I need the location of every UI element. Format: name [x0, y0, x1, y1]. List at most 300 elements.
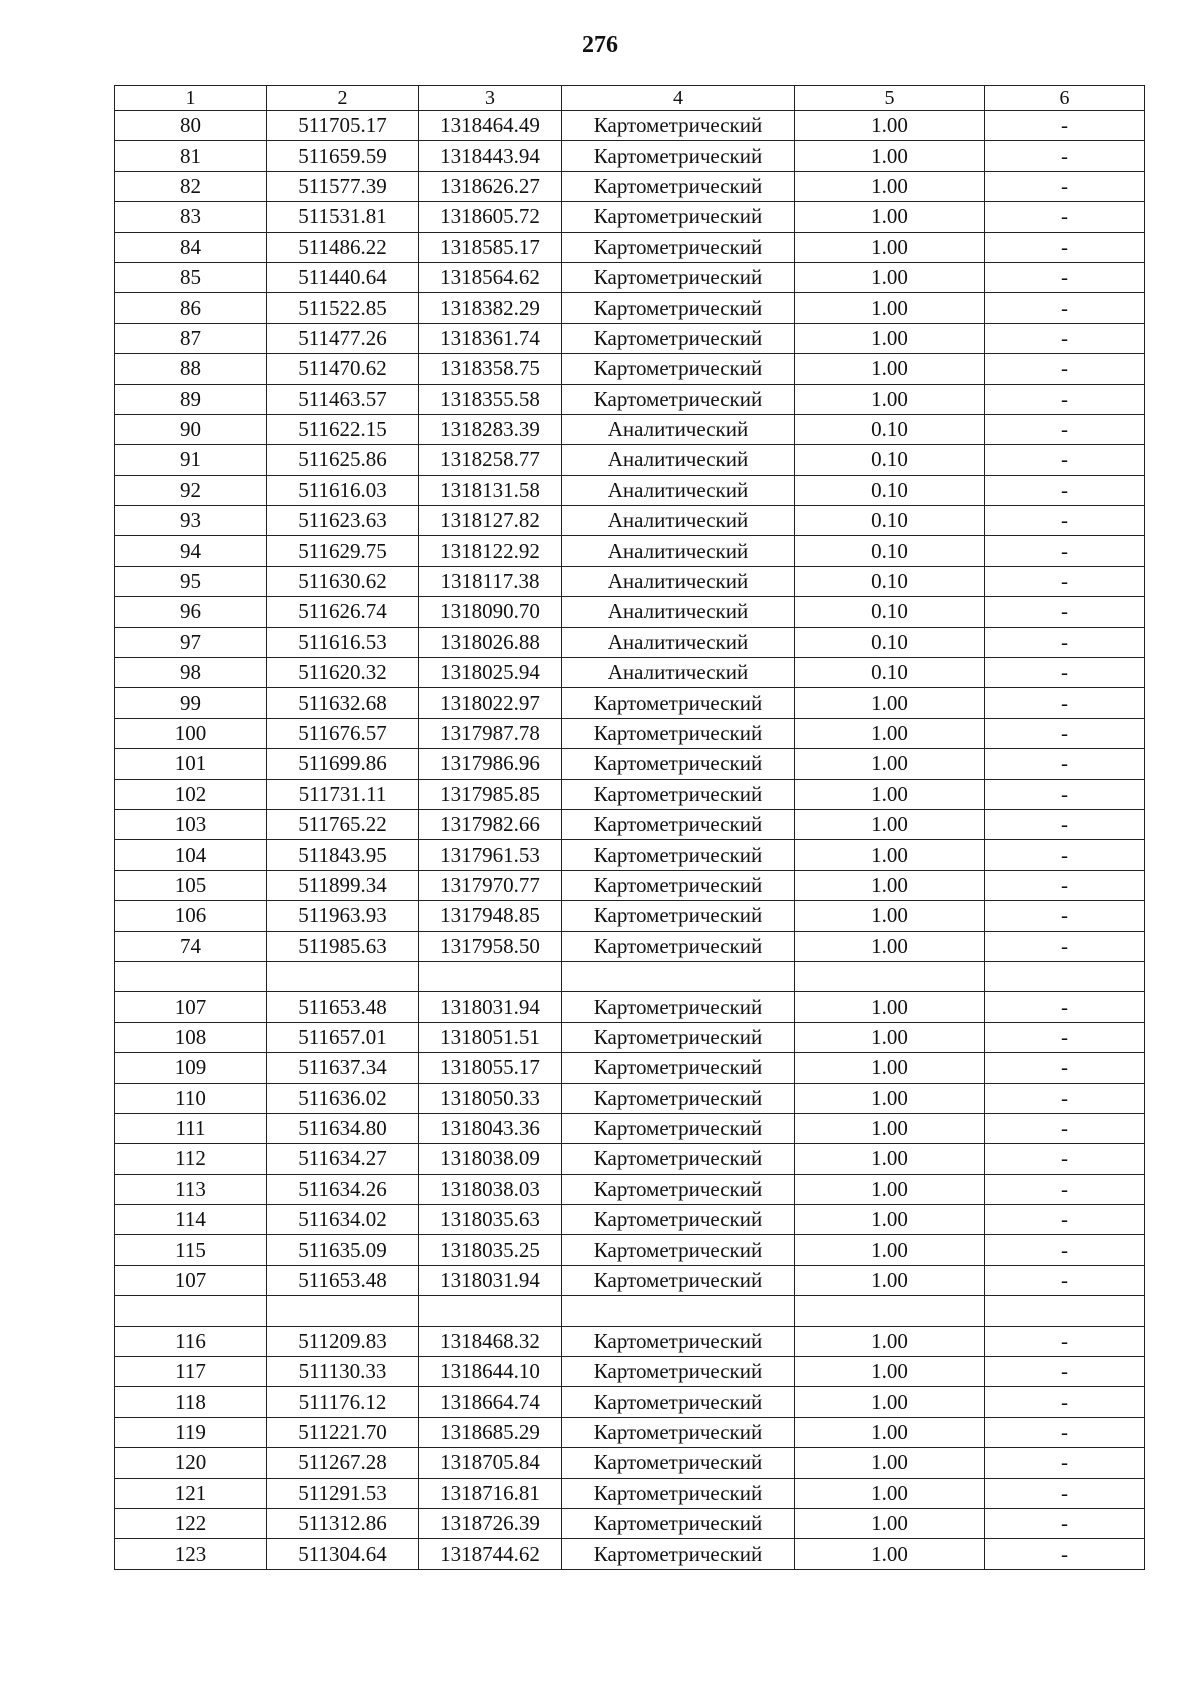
table-cell — [795, 1296, 985, 1326]
table-cell: Картометрический — [562, 1387, 795, 1417]
table-cell: 511636.02 — [267, 1083, 419, 1113]
table-cell: - — [985, 1357, 1145, 1387]
table-cell: - — [985, 414, 1145, 444]
table-cell: Картометрический — [562, 1326, 795, 1356]
table-cell: 511209.83 — [267, 1326, 419, 1356]
table-cell: Картометрический — [562, 1083, 795, 1113]
table-cell: 93 — [115, 506, 267, 536]
table-cell: 1318361.74 — [419, 323, 562, 353]
table-cell: 511130.33 — [267, 1357, 419, 1387]
table-row — [115, 1265, 1145, 1295]
table-cell: 1318443.94 — [419, 141, 562, 171]
table-cell: 1.00 — [795, 1539, 985, 1569]
table-cell: 511657.01 — [267, 1022, 419, 1052]
table-cell: Картометрический — [562, 688, 795, 718]
table-cell: 94 — [115, 536, 267, 566]
table-row — [115, 111, 1145, 141]
table-cell: - — [985, 597, 1145, 627]
table-cell: 511463.57 — [267, 384, 419, 414]
table-cell: 122 — [115, 1508, 267, 1538]
table-cell: Аналитический — [562, 445, 795, 475]
table-body — [115, 111, 1145, 1570]
table-cell: 1.00 — [795, 1144, 985, 1174]
table-row — [115, 445, 1145, 475]
table-cell: 85 — [115, 262, 267, 292]
table-cell: 511267.28 — [267, 1448, 419, 1478]
table-row — [115, 992, 1145, 1022]
table-cell: Картометрический — [562, 1053, 795, 1083]
table-cell: - — [985, 506, 1145, 536]
table-cell: - — [985, 1053, 1145, 1083]
table-cell: 104 — [115, 840, 267, 870]
table-cell: Картометрический — [562, 354, 795, 384]
table-cell: 1318022.97 — [419, 688, 562, 718]
table-cell: Картометрический — [562, 202, 795, 232]
table-cell: 1317961.53 — [419, 840, 562, 870]
table-cell: 1.00 — [795, 354, 985, 384]
table-cell — [267, 1296, 419, 1326]
table-cell: 511623.63 — [267, 506, 419, 536]
table-row — [115, 627, 1145, 657]
table-cell: 82 — [115, 171, 267, 201]
table-row — [115, 1539, 1145, 1569]
table-cell: 1318038.09 — [419, 1144, 562, 1174]
table-cell: 91 — [115, 445, 267, 475]
table-row — [115, 1144, 1145, 1174]
table-cell: - — [985, 1478, 1145, 1508]
table-cell: 1318127.82 — [419, 506, 562, 536]
table-cell: Аналитический — [562, 536, 795, 566]
table-cell: 123 — [115, 1539, 267, 1569]
table-cell: 1318744.62 — [419, 1539, 562, 1569]
table-cell: 1.00 — [795, 840, 985, 870]
table-cell: Картометрический — [562, 111, 795, 141]
table-cell: 511659.59 — [267, 141, 419, 171]
table-cell: - — [985, 658, 1145, 688]
table-row — [115, 1113, 1145, 1143]
table-cell: 1.00 — [795, 1205, 985, 1235]
table-cell: 1.00 — [795, 1508, 985, 1538]
table-cell: 1.00 — [795, 111, 985, 141]
table-cell: 1.00 — [795, 202, 985, 232]
table-cell: Картометрический — [562, 931, 795, 961]
table-cell: Картометрический — [562, 1448, 795, 1478]
table-cell: 1318382.29 — [419, 293, 562, 323]
table-cell: 1.00 — [795, 1387, 985, 1417]
table-row — [115, 414, 1145, 444]
table-cell: 103 — [115, 809, 267, 839]
table-cell — [985, 961, 1145, 991]
table-cell: Картометрический — [562, 992, 795, 1022]
table-cell: 511221.70 — [267, 1417, 419, 1447]
table-cell: 1318025.94 — [419, 658, 562, 688]
table-cell: - — [985, 232, 1145, 262]
coordinates-table — [114, 85, 1145, 1570]
table-cell: 511985.63 — [267, 931, 419, 961]
table-row — [115, 536, 1145, 566]
table-cell: 511577.39 — [267, 171, 419, 201]
table-cell: 511963.93 — [267, 901, 419, 931]
table-cell: 1.00 — [795, 1083, 985, 1113]
table-cell: Аналитический — [562, 414, 795, 444]
table-cell: 0.10 — [795, 445, 985, 475]
table-cell — [419, 961, 562, 991]
table-cell: 1.00 — [795, 232, 985, 262]
table-cell: 0.10 — [795, 506, 985, 536]
table-cell: 1.00 — [795, 1417, 985, 1447]
table-cell: 112 — [115, 1144, 267, 1174]
table-row — [115, 232, 1145, 262]
table-cell: 511634.02 — [267, 1205, 419, 1235]
table-cell: 1318035.25 — [419, 1235, 562, 1265]
table-cell: - — [985, 536, 1145, 566]
table-cell: 1318716.81 — [419, 1478, 562, 1508]
table-cell: 511634.26 — [267, 1174, 419, 1204]
table-row — [115, 1448, 1145, 1478]
table-cell: Картометрический — [562, 1144, 795, 1174]
table-cell: - — [985, 1022, 1145, 1052]
table-cell: 511632.68 — [267, 688, 419, 718]
table-cell: Картометрический — [562, 1113, 795, 1143]
table-cell: - — [985, 475, 1145, 505]
table-row — [115, 1174, 1145, 1204]
column-header: 3 — [419, 86, 562, 111]
table-cell: 105 — [115, 870, 267, 900]
table-cell: 1.00 — [795, 809, 985, 839]
table-cell: 0.10 — [795, 627, 985, 657]
table-cell: - — [985, 992, 1145, 1022]
table-cell: 511629.75 — [267, 536, 419, 566]
table-cell: 1.00 — [795, 749, 985, 779]
table-cell: 1318585.17 — [419, 232, 562, 262]
table-cell: - — [985, 931, 1145, 961]
header-row — [115, 86, 1145, 111]
table-cell: 116 — [115, 1326, 267, 1356]
table-cell: 1.00 — [795, 1174, 985, 1204]
table-cell: 0.10 — [795, 414, 985, 444]
table-cell: 511630.62 — [267, 566, 419, 596]
table-cell: 0.10 — [795, 597, 985, 627]
table-row — [115, 1205, 1145, 1235]
table-cell: - — [985, 627, 1145, 657]
table-cell: Картометрический — [562, 1417, 795, 1447]
table-cell: 511176.12 — [267, 1387, 419, 1417]
table-cell — [115, 961, 267, 991]
table-cell: 511653.48 — [267, 1265, 419, 1295]
table-cell: 511620.32 — [267, 658, 419, 688]
table-cell: - — [985, 262, 1145, 292]
table-cell: 107 — [115, 992, 267, 1022]
table-cell: 511531.81 — [267, 202, 419, 232]
table-cell: 108 — [115, 1022, 267, 1052]
table-cell: 96 — [115, 597, 267, 627]
table-cell: 118 — [115, 1387, 267, 1417]
table-cell: - — [985, 323, 1145, 353]
table-row — [115, 688, 1145, 718]
table-cell: 511440.64 — [267, 262, 419, 292]
table-cell: 1318038.03 — [419, 1174, 562, 1204]
table-cell — [795, 961, 985, 991]
table-cell: 511470.62 — [267, 354, 419, 384]
table-cell: 1317982.66 — [419, 809, 562, 839]
table-header — [115, 86, 1145, 111]
table-cell: 1.00 — [795, 1235, 985, 1265]
table-cell: 1318355.58 — [419, 384, 562, 414]
table-cell: 0.10 — [795, 536, 985, 566]
table-row — [115, 1417, 1145, 1447]
table-cell: 511625.86 — [267, 445, 419, 475]
table-cell: 99 — [115, 688, 267, 718]
table-cell: 100 — [115, 718, 267, 748]
table-cell: - — [985, 202, 1145, 232]
table-cell: 120 — [115, 1448, 267, 1478]
column-header: 2 — [267, 86, 419, 111]
page-number: 276 — [582, 32, 618, 58]
table-cell: 92 — [115, 475, 267, 505]
table-cell: 87 — [115, 323, 267, 353]
table-cell: - — [985, 901, 1145, 931]
table-row — [115, 1083, 1145, 1113]
table-row — [115, 384, 1145, 414]
table-row — [115, 809, 1145, 839]
table-cell: 511765.22 — [267, 809, 419, 839]
table-row — [115, 293, 1145, 323]
table-cell: 1.00 — [795, 293, 985, 323]
table-row — [115, 506, 1145, 536]
table-cell: 511626.74 — [267, 597, 419, 627]
table-cell: 511899.34 — [267, 870, 419, 900]
table-cell: 1318031.94 — [419, 1265, 562, 1295]
table-row — [115, 141, 1145, 171]
table-cell: 117 — [115, 1357, 267, 1387]
column-header: 6 — [985, 86, 1145, 111]
table-cell: 511486.22 — [267, 232, 419, 262]
table-cell: - — [985, 1417, 1145, 1447]
table-cell: 511676.57 — [267, 718, 419, 748]
table-cell: 1318468.32 — [419, 1326, 562, 1356]
table-cell: - — [985, 1113, 1145, 1143]
table-cell: Картометрический — [562, 1539, 795, 1569]
table-cell: - — [985, 1539, 1145, 1569]
table-cell: 115 — [115, 1235, 267, 1265]
table-cell: 1318685.29 — [419, 1417, 562, 1447]
table-cell: - — [985, 718, 1145, 748]
table-cell: 1.00 — [795, 1265, 985, 1295]
table-cell: - — [985, 1083, 1145, 1113]
table-cell: 1.00 — [795, 718, 985, 748]
table-cell: - — [985, 141, 1145, 171]
table-cell: 121 — [115, 1478, 267, 1508]
table-cell: Картометрический — [562, 1174, 795, 1204]
table-cell: 1.00 — [795, 262, 985, 292]
table-cell: Картометрический — [562, 1235, 795, 1265]
table-cell: 1318464.49 — [419, 111, 562, 141]
table-row — [115, 475, 1145, 505]
table-cell: 1318644.10 — [419, 1357, 562, 1387]
table-cell: 1318283.39 — [419, 414, 562, 444]
table-cell: 1317970.77 — [419, 870, 562, 900]
table-cell: 1318131.58 — [419, 475, 562, 505]
table-cell: Картометрический — [562, 779, 795, 809]
table-cell — [419, 1296, 562, 1326]
column-header: 4 — [562, 86, 795, 111]
table-cell: Аналитический — [562, 597, 795, 627]
table-cell: Аналитический — [562, 506, 795, 536]
table-cell: Аналитический — [562, 658, 795, 688]
table-cell: 1318117.38 — [419, 566, 562, 596]
table-cell: 84 — [115, 232, 267, 262]
table-cell: 1318664.74 — [419, 1387, 562, 1417]
table-cell: - — [985, 111, 1145, 141]
table-cell: 511705.17 — [267, 111, 419, 141]
table-cell: Картометрический — [562, 840, 795, 870]
table-cell: - — [985, 1235, 1145, 1265]
table-cell: 1318050.33 — [419, 1083, 562, 1113]
table-cell: 511635.09 — [267, 1235, 419, 1265]
table-cell: Картометрический — [562, 384, 795, 414]
table-cell: 511477.26 — [267, 323, 419, 353]
table-cell: 1318026.88 — [419, 627, 562, 657]
table-row — [115, 901, 1145, 931]
table-cell: 90 — [115, 414, 267, 444]
table-cell: 1318258.77 — [419, 445, 562, 475]
table-cell: Картометрический — [562, 1508, 795, 1538]
table-cell: Картометрический — [562, 1265, 795, 1295]
table-row — [115, 1508, 1145, 1538]
table-row — [115, 718, 1145, 748]
table-cell: 86 — [115, 293, 267, 323]
table-cell: 98 — [115, 658, 267, 688]
table-cell: - — [985, 293, 1145, 323]
table-cell: Аналитический — [562, 475, 795, 505]
table-row — [115, 323, 1145, 353]
table-cell: 1318626.27 — [419, 171, 562, 201]
table-cell: 1.00 — [795, 141, 985, 171]
table-cell: 1.00 — [795, 931, 985, 961]
table-cell: 1318043.36 — [419, 1113, 562, 1143]
table-row — [115, 597, 1145, 627]
table-cell: 1.00 — [795, 171, 985, 201]
table-cell: Картометрический — [562, 809, 795, 839]
table-row — [115, 1478, 1145, 1508]
table-cell: Картометрический — [562, 1022, 795, 1052]
table-cell: - — [985, 809, 1145, 839]
table-row — [115, 1022, 1145, 1052]
table-cell: Картометрический — [562, 1478, 795, 1508]
table-cell: 97 — [115, 627, 267, 657]
table-cell: 1.00 — [795, 323, 985, 353]
table-cell: 511522.85 — [267, 293, 419, 323]
table-cell: 74 — [115, 931, 267, 961]
table-cell: - — [985, 445, 1145, 475]
table-cell: 89 — [115, 384, 267, 414]
table-row — [115, 1387, 1145, 1417]
table-cell: 1318031.94 — [419, 992, 562, 1022]
table-cell: - — [985, 1205, 1145, 1235]
table-cell: - — [985, 1508, 1145, 1538]
table-cell: Картометрический — [562, 749, 795, 779]
table-cell: Аналитический — [562, 627, 795, 657]
table-cell: 511637.34 — [267, 1053, 419, 1083]
table-row — [115, 1357, 1145, 1387]
table-cell: Аналитический — [562, 566, 795, 596]
table-cell: 511616.53 — [267, 627, 419, 657]
table-cell: 511634.27 — [267, 1144, 419, 1174]
table-cell: - — [985, 1387, 1145, 1417]
table-cell: Картометрический — [562, 262, 795, 292]
table-cell: 0.10 — [795, 475, 985, 505]
table-cell: 511699.86 — [267, 749, 419, 779]
table-cell: - — [985, 1174, 1145, 1204]
table-cell: 1317987.78 — [419, 718, 562, 748]
table-row — [115, 658, 1145, 688]
table-cell: - — [985, 1265, 1145, 1295]
table-cell: - — [985, 840, 1145, 870]
table-row — [115, 779, 1145, 809]
table-cell: 1.00 — [795, 1357, 985, 1387]
table-cell — [267, 961, 419, 991]
table-row — [115, 1296, 1145, 1326]
table-cell: 511634.80 — [267, 1113, 419, 1143]
table-cell — [562, 1296, 795, 1326]
table-cell: Картометрический — [562, 1357, 795, 1387]
table-cell: Картометрический — [562, 171, 795, 201]
table-cell: Картометрический — [562, 718, 795, 748]
table-row — [115, 262, 1145, 292]
table-cell: - — [985, 1144, 1145, 1174]
table-row — [115, 1235, 1145, 1265]
table-row — [115, 354, 1145, 384]
table-cell — [115, 1296, 267, 1326]
table-cell: 1.00 — [795, 992, 985, 1022]
table-cell: 1.00 — [795, 870, 985, 900]
table-cell: - — [985, 779, 1145, 809]
table-cell: 1317948.85 — [419, 901, 562, 931]
table-cell: 1.00 — [795, 901, 985, 931]
table-cell: - — [985, 870, 1145, 900]
table-cell: 1.00 — [795, 779, 985, 809]
table-cell: 1.00 — [795, 1478, 985, 1508]
table-cell: 111 — [115, 1113, 267, 1143]
table-row — [115, 171, 1145, 201]
table-cell: 1318035.63 — [419, 1205, 562, 1235]
table-cell: 119 — [115, 1417, 267, 1447]
table-cell: Картометрический — [562, 323, 795, 353]
table-row — [115, 931, 1145, 961]
table-row — [115, 870, 1145, 900]
table-cell: 1.00 — [795, 1113, 985, 1143]
table-cell: 511622.15 — [267, 414, 419, 444]
table-row — [115, 566, 1145, 596]
table-cell: Картометрический — [562, 293, 795, 323]
table-row — [115, 961, 1145, 991]
table-cell: 1318051.51 — [419, 1022, 562, 1052]
table-cell: 1318055.17 — [419, 1053, 562, 1083]
table-cell: 1318605.72 — [419, 202, 562, 232]
table-cell: 83 — [115, 202, 267, 232]
table-cell: 511616.03 — [267, 475, 419, 505]
table-cell: 1318564.62 — [419, 262, 562, 292]
table-cell: 1318122.92 — [419, 536, 562, 566]
table-cell: 0.10 — [795, 566, 985, 596]
table-cell: 114 — [115, 1205, 267, 1235]
table-cell: 1317985.85 — [419, 779, 562, 809]
table-cell: 110 — [115, 1083, 267, 1113]
table-cell: - — [985, 566, 1145, 596]
table-cell: 511304.64 — [267, 1539, 419, 1569]
table-cell: - — [985, 1448, 1145, 1478]
table-row — [115, 1053, 1145, 1083]
